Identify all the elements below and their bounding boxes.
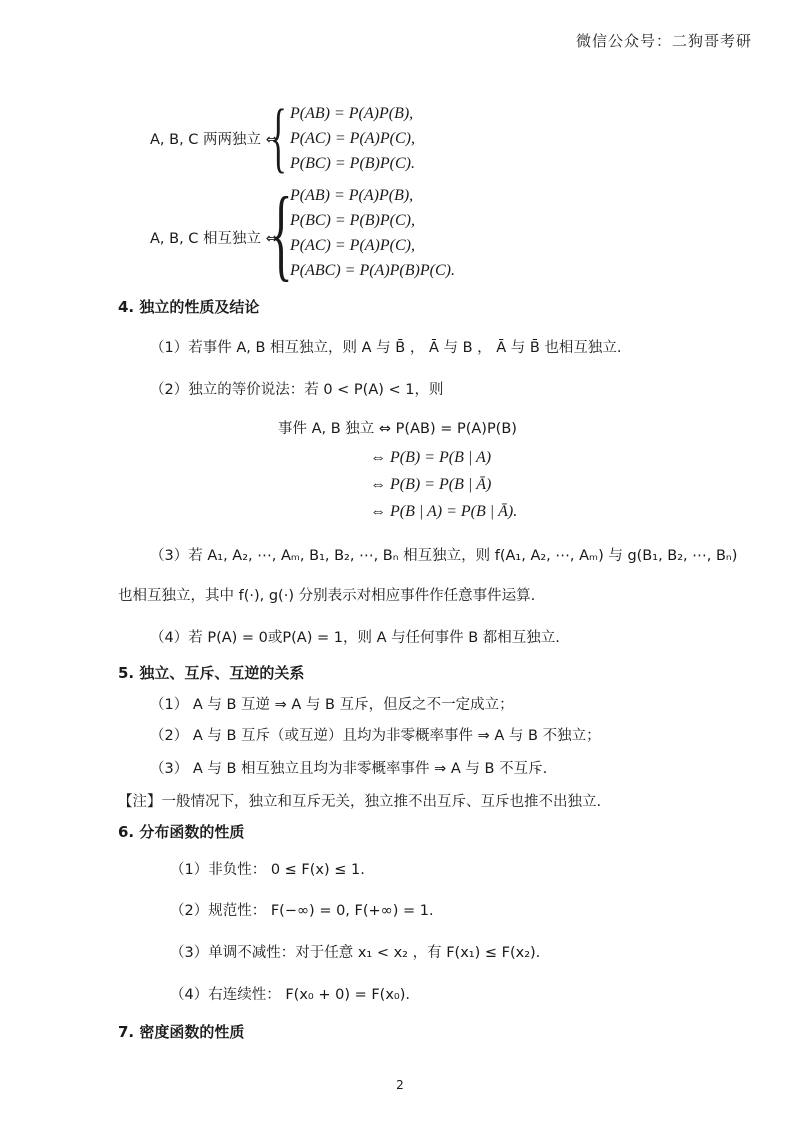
sec4-item-3a: （3）若 A₁, A₂, ⋯, Aₘ, B₁, B₂, ⋯, Bₙ 相互独立，则 f(A₁, A₂, ⋯, Aₘ) 与 g(B₁, B₂, ⋯, Bₙ) bbox=[150, 548, 738, 564]
sec6-item-3: （3）单调不减性：对于任意 x₁ < x₂ ，有 F(x₁) ≤ F(x₂). bbox=[170, 945, 541, 961]
sec4-eq-row-2: ⇔ P(B) = P(B | Ā) bbox=[370, 476, 492, 493]
pairwise-lhs: A, B, C 两两独立 ⇔ bbox=[150, 132, 278, 148]
sec5-item-3: （3） A 与 B 相互独立且均为非零概率事件 ⇒ A 与 B 不互斥. bbox=[150, 761, 548, 777]
section-7-title: 7. 密度函数的性质 bbox=[118, 1023, 245, 1041]
pairwise-row-1: P(AB) = P(A)P(B), bbox=[290, 105, 414, 122]
sec6-item-1: （1）非负性： 0 ≤ F(x) ≤ 1. bbox=[170, 862, 365, 878]
section-4-title: 4. 独立的性质及结论 bbox=[118, 298, 260, 316]
mutual-row-1: P(AB) = P(A)P(B), bbox=[290, 187, 414, 204]
pairwise-row-2: P(AC) = P(A)P(C), bbox=[290, 130, 415, 147]
sec5-item-1: （1） A 与 B 互逆 ⇒ A 与 B 互斥，但反之不一定成立； bbox=[150, 697, 514, 713]
page-number: 2 bbox=[396, 1078, 404, 1092]
pairwise-row-3: P(BC) = P(B)P(C). bbox=[290, 155, 415, 172]
mutual-brace: { bbox=[270, 176, 293, 291]
sec4-item-1: （1）若事件 A, B 相互独立，则 A 与 B̄ ， Ā 与 B ， Ā 与 B̄ 也相互独立. bbox=[150, 340, 622, 356]
sec5-note: 【注】一般情况下，独立和互斥无关，独立推不出互斥、互斥也推不出独立. bbox=[118, 794, 602, 810]
sec4-item-3b: 也相互独立，其中 f(·), g(·) 分别表示对相应事件作任意事件运算. bbox=[118, 588, 536, 604]
mutual-row-4: P(ABC) = P(A)P(B)P(C). bbox=[290, 262, 455, 279]
mutual-row-2: P(BC) = P(B)P(C), bbox=[290, 212, 415, 229]
sec4-item-2: （2）独立的等价说法：若 0 < P(A) < 1，则 bbox=[150, 382, 444, 398]
sec6-item-4: （4）右连续性： F(x₀ + 0) = F(x₀). bbox=[170, 987, 410, 1003]
section-5-title: 5. 独立、互斥、互逆的关系 bbox=[118, 664, 305, 682]
mutual-lhs: A, B, C 相互独立 ⇔ bbox=[150, 231, 278, 247]
sec5-item-2: （2） A 与 B 互斥（或互逆）且均为非零概率事件 ⇒ A 与 B 不独立； bbox=[150, 728, 601, 744]
sec4-item-4: （4）若 P(A) = 0或P(A) = 1，则 A 与任何事件 B 都相互独立. bbox=[150, 630, 560, 646]
sec6-item-2: （2）规范性： F(−∞) = 0, F(+∞) = 1. bbox=[170, 903, 434, 919]
mutual-row-3: P(AC) = P(A)P(C), bbox=[290, 237, 415, 254]
sec4-eq-row-3: ⇔ P(B | A) = P(B | Ā). bbox=[370, 503, 518, 520]
pairwise-brace: { bbox=[270, 93, 287, 180]
sec4-eq-row-1: ⇔ P(B) = P(B | A) bbox=[370, 449, 492, 466]
sec4-eq-main: 事件 A, B 独立 ⇔ P(AB) = P(A)P(B) bbox=[278, 421, 517, 437]
section-6-title: 6. 分布函数的性质 bbox=[118, 823, 245, 841]
header-account: 微信公众号：二狗哥考研 bbox=[575, 32, 752, 50]
